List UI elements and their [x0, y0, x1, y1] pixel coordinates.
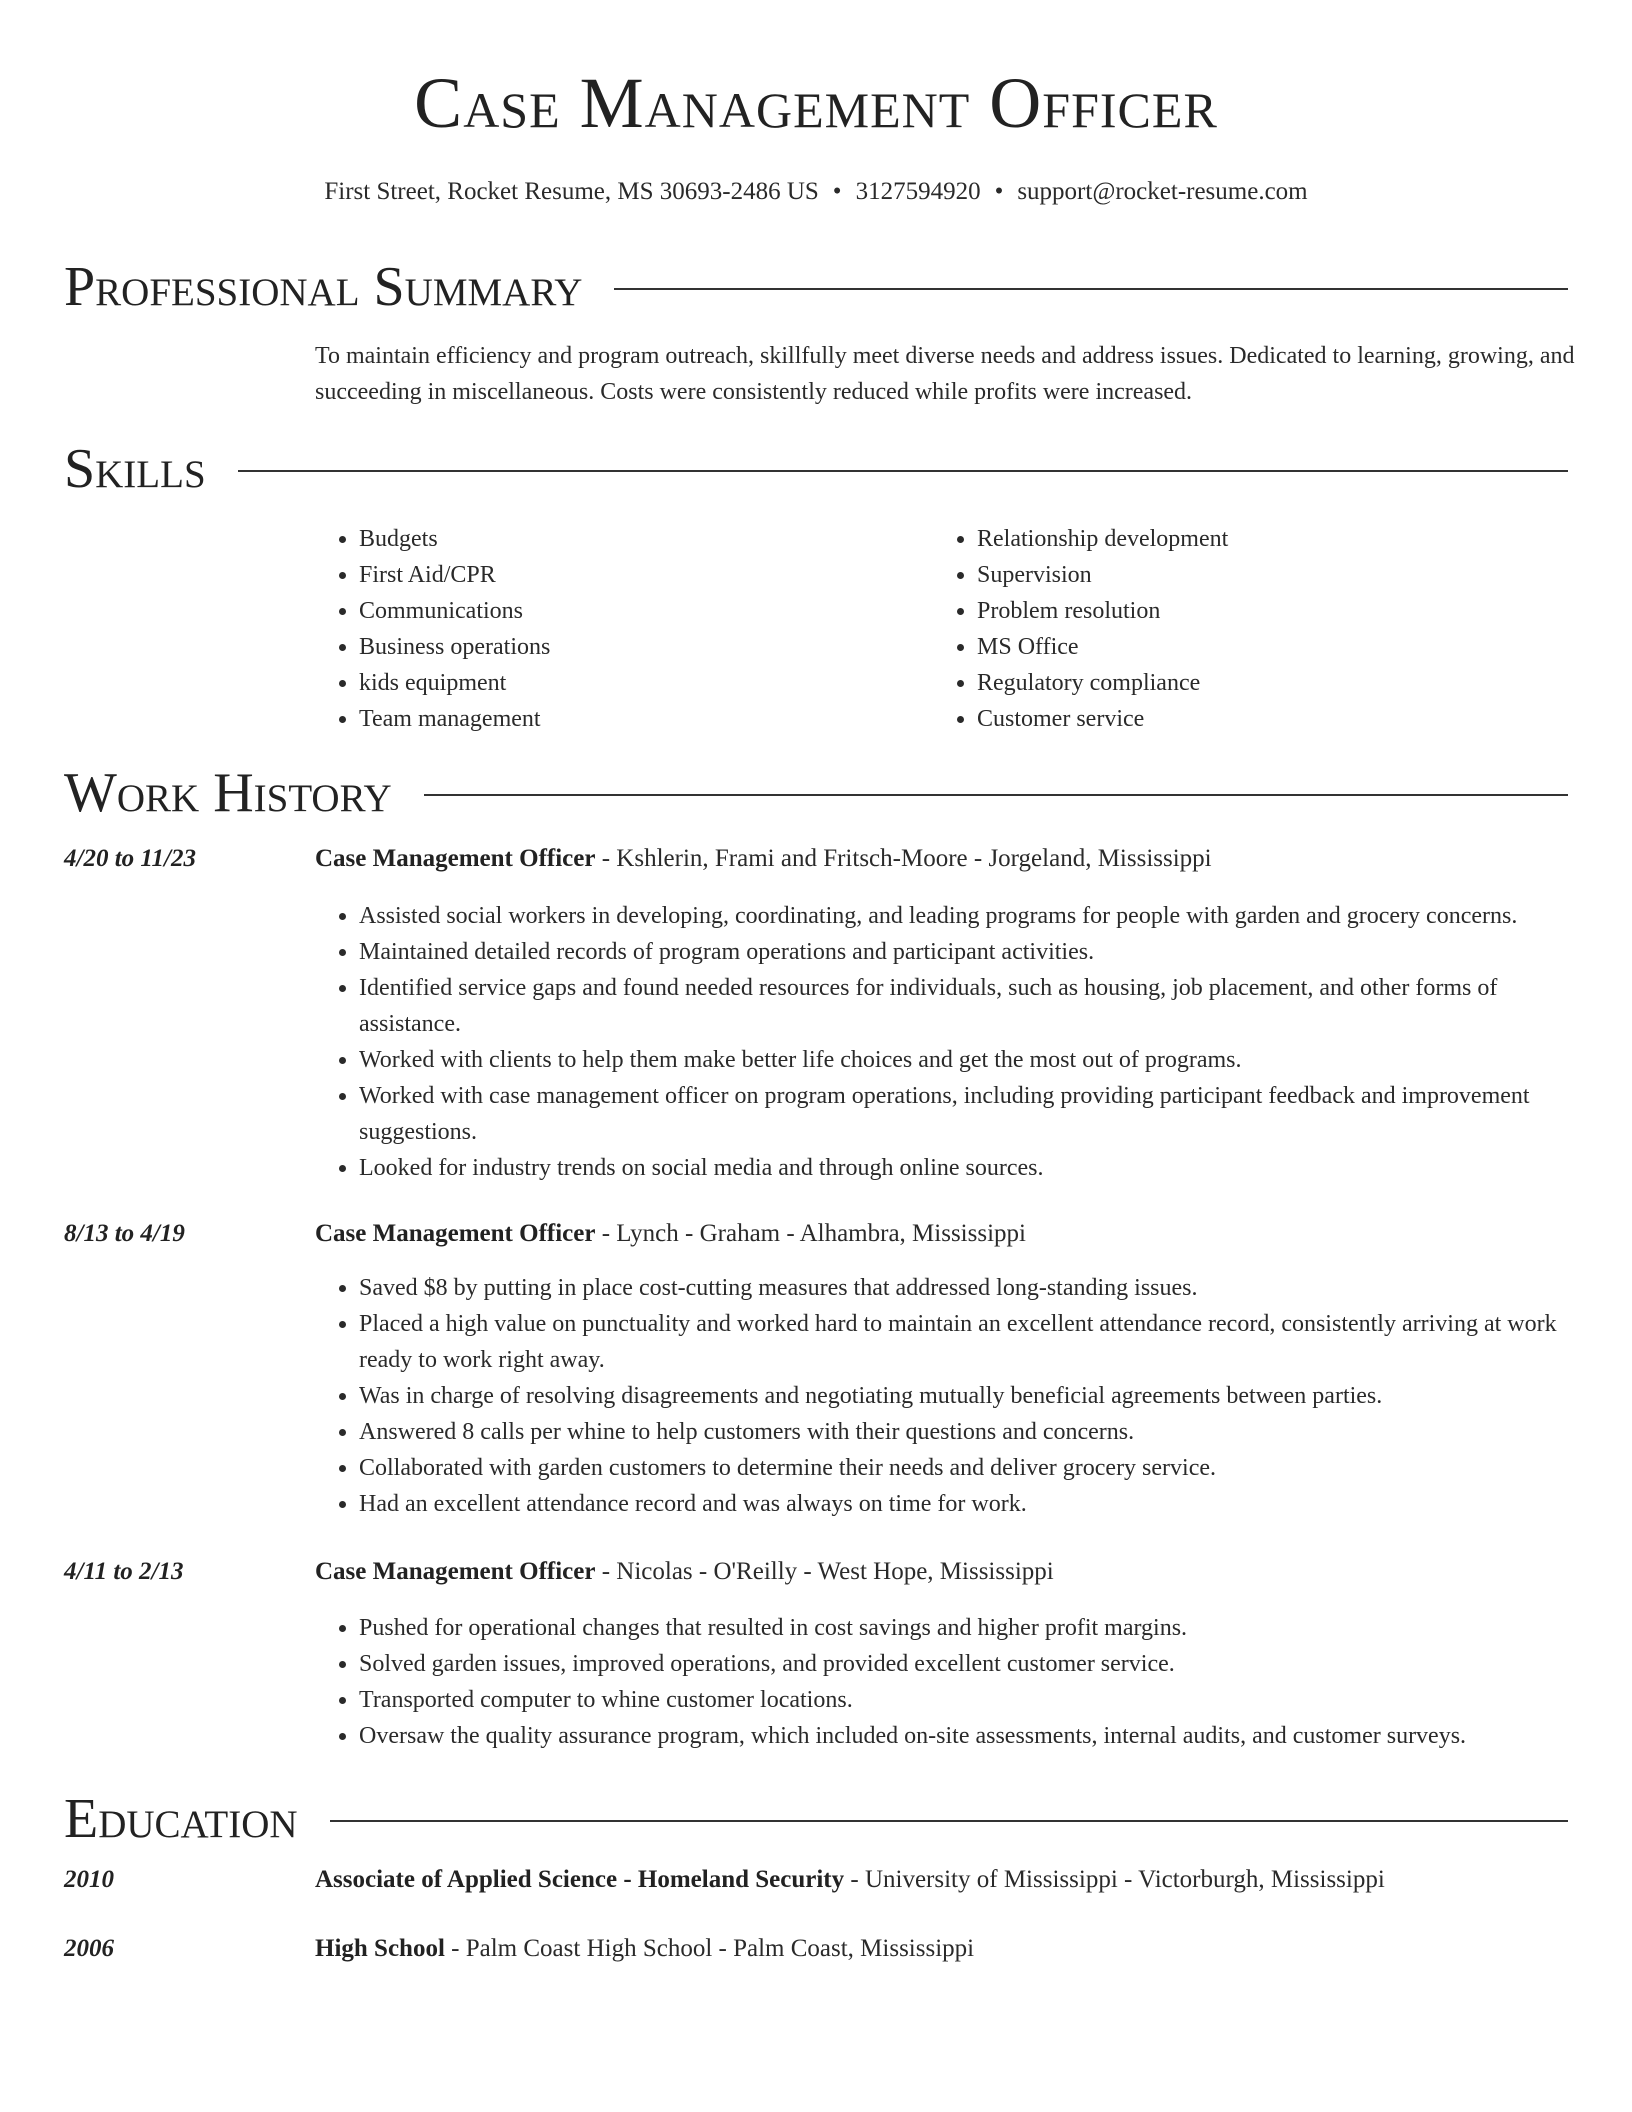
summary-section-header — [64, 257, 1568, 317]
job-employer-location: - Kshlerin, Frami and Fritsch-Moore - Jorgeland, Mississippi — [595, 845, 1212, 872]
education-entry — [315, 1932, 1585, 1966]
summary-heading: Professional Summary — [64, 256, 583, 318]
skill-item: • Supervision — [977, 557, 1551, 593]
contact-separator: • — [994, 178, 1004, 205]
job-heading — [315, 842, 1585, 876]
skill-item: • Team management — [359, 701, 933, 737]
contact-email: support@rocket-resume.com — [1017, 178, 1308, 205]
education-degree: Associate of Applied Science - Homeland Security — [315, 1866, 845, 1893]
job-title: Case Management Officer — [315, 1220, 596, 1247]
work-history-section-header — [64, 763, 1568, 823]
section-divider — [238, 470, 1568, 472]
job-employer-location: - Nicolas - O'Reilly - West Hope, Mississippi — [595, 1558, 1054, 1585]
education-school-location: - University of Mississippi - Victorburgh, Mississippi — [844, 1866, 1385, 1893]
education-year: 2006 — [64, 1935, 114, 1962]
skills-heading: Skills — [64, 438, 206, 500]
education-section-header — [64, 1789, 1568, 1849]
job-title: Case Management Officer — [315, 1558, 596, 1585]
skill-item: • Customer service — [977, 701, 1551, 737]
job-bullet: • Answered 8 calls per whine to help customers with their questions and concerns. — [359, 1414, 1575, 1450]
candidate-name: Case Management Officer — [414, 63, 1218, 143]
job-bullet: • Assisted social workers in developing, coordinating, and leading programs for people with garden and grocery concerns. — [359, 898, 1575, 934]
job-bullet: • Saved $8 by putting in place cost-cutting measures that addressed long-standing issues. — [359, 1270, 1575, 1306]
contact-phone: 3127594920 — [855, 178, 981, 205]
job-title: Case Management Officer — [315, 845, 596, 872]
job-bullet: • Was in charge of resolving disagreements and negotiating mutually beneficial agreements between parties. — [359, 1378, 1575, 1414]
job-bullet: • Placed a high value on punctuality and worked hard to maintain an excellent attendance record, consistently arriving at work ready to work right away. — [359, 1306, 1575, 1378]
education-year: 2010 — [64, 1866, 114, 1893]
contact-separator: • — [832, 178, 842, 205]
education-school-location: - Palm Coast High School - Palm Coast, Mississippi — [444, 1935, 975, 1962]
education-entry — [315, 1863, 1585, 1897]
job-bullets — [315, 898, 1575, 1186]
section-divider — [330, 1820, 1568, 1822]
work-history-heading: Work History — [64, 762, 392, 824]
job-bullet: • Maintained detailed records of program operations and participant activities. — [359, 934, 1575, 970]
education-degree: High School — [315, 1935, 445, 1962]
skill-item: • Budgets — [359, 521, 933, 557]
skill-item: • Problem resolution — [977, 593, 1551, 629]
job-bullet: • Worked with clients to help them make better life choices and get the most out of programs. — [359, 1042, 1575, 1078]
skills-column-left — [315, 521, 933, 737]
section-divider — [614, 288, 1568, 290]
skill-item: • Relationship development — [977, 521, 1551, 557]
job-bullet: • Had an excellent attendance record and was always on time for work. — [359, 1486, 1575, 1522]
job-bullets — [315, 1610, 1575, 1754]
job-dates: 4/11 to 2/13 — [64, 1558, 184, 1585]
job-employer-location: - Lynch - Graham - Alhambra, Mississippi — [595, 1220, 1026, 1247]
skill-item: • MS Office — [977, 629, 1551, 665]
job-bullet: • Pushed for operational changes that resulted in cost savings and higher profit margins. — [359, 1610, 1575, 1646]
skill-item: • Regulatory compliance — [977, 665, 1551, 701]
job-bullet: • Worked with case management officer on program operations, including providing participant feedback and improvement suggestions. — [359, 1078, 1575, 1150]
job-bullet: • Collaborated with garden customers to determine their needs and deliver grocery service. — [359, 1450, 1575, 1486]
contact-address: First Street, Rocket Resume, MS 30693-2486 US — [324, 178, 819, 205]
job-dates: 4/20 to 11/23 — [64, 845, 196, 872]
job-heading — [315, 1217, 1585, 1251]
education-heading: Education — [64, 1788, 298, 1850]
skills-column-right — [933, 521, 1551, 737]
skills-list — [315, 521, 1575, 737]
job-bullet: • Transported computer to whine customer locations. — [359, 1682, 1575, 1718]
job-dates: 8/13 to 4/19 — [64, 1220, 185, 1247]
skill-item: • kids equipment — [359, 665, 933, 701]
job-bullet: • Identified service gaps and found needed resources for individuals, such as housing, job placement, and other forms of assistance. — [359, 970, 1575, 1042]
job-bullets — [315, 1270, 1575, 1522]
job-heading — [315, 1555, 1585, 1589]
skill-item: • First Aid/CPR — [359, 557, 933, 593]
job-bullet: • Solved garden issues, improved operations, and provided excellent customer service. — [359, 1646, 1575, 1682]
contact-line — [0, 176, 1632, 208]
skills-section-header — [64, 439, 1568, 499]
skill-item: • Communications — [359, 593, 933, 629]
job-bullet: • Oversaw the quality assurance program, which included on-site assessments, internal audits, and customer surveys. — [359, 1718, 1575, 1754]
skill-item: • Business operations — [359, 629, 933, 665]
summary-text: To maintain efficiency and program outreach, skillfully meet diverse needs and address issues. Dedicated to learning, growing, and succeeding in miscellaneous. Costs were consistently reduced while profits were increased. — [315, 343, 1575, 405]
section-divider — [424, 794, 1568, 796]
job-bullet: • Looked for industry trends on social media and through online sources. — [359, 1150, 1575, 1186]
